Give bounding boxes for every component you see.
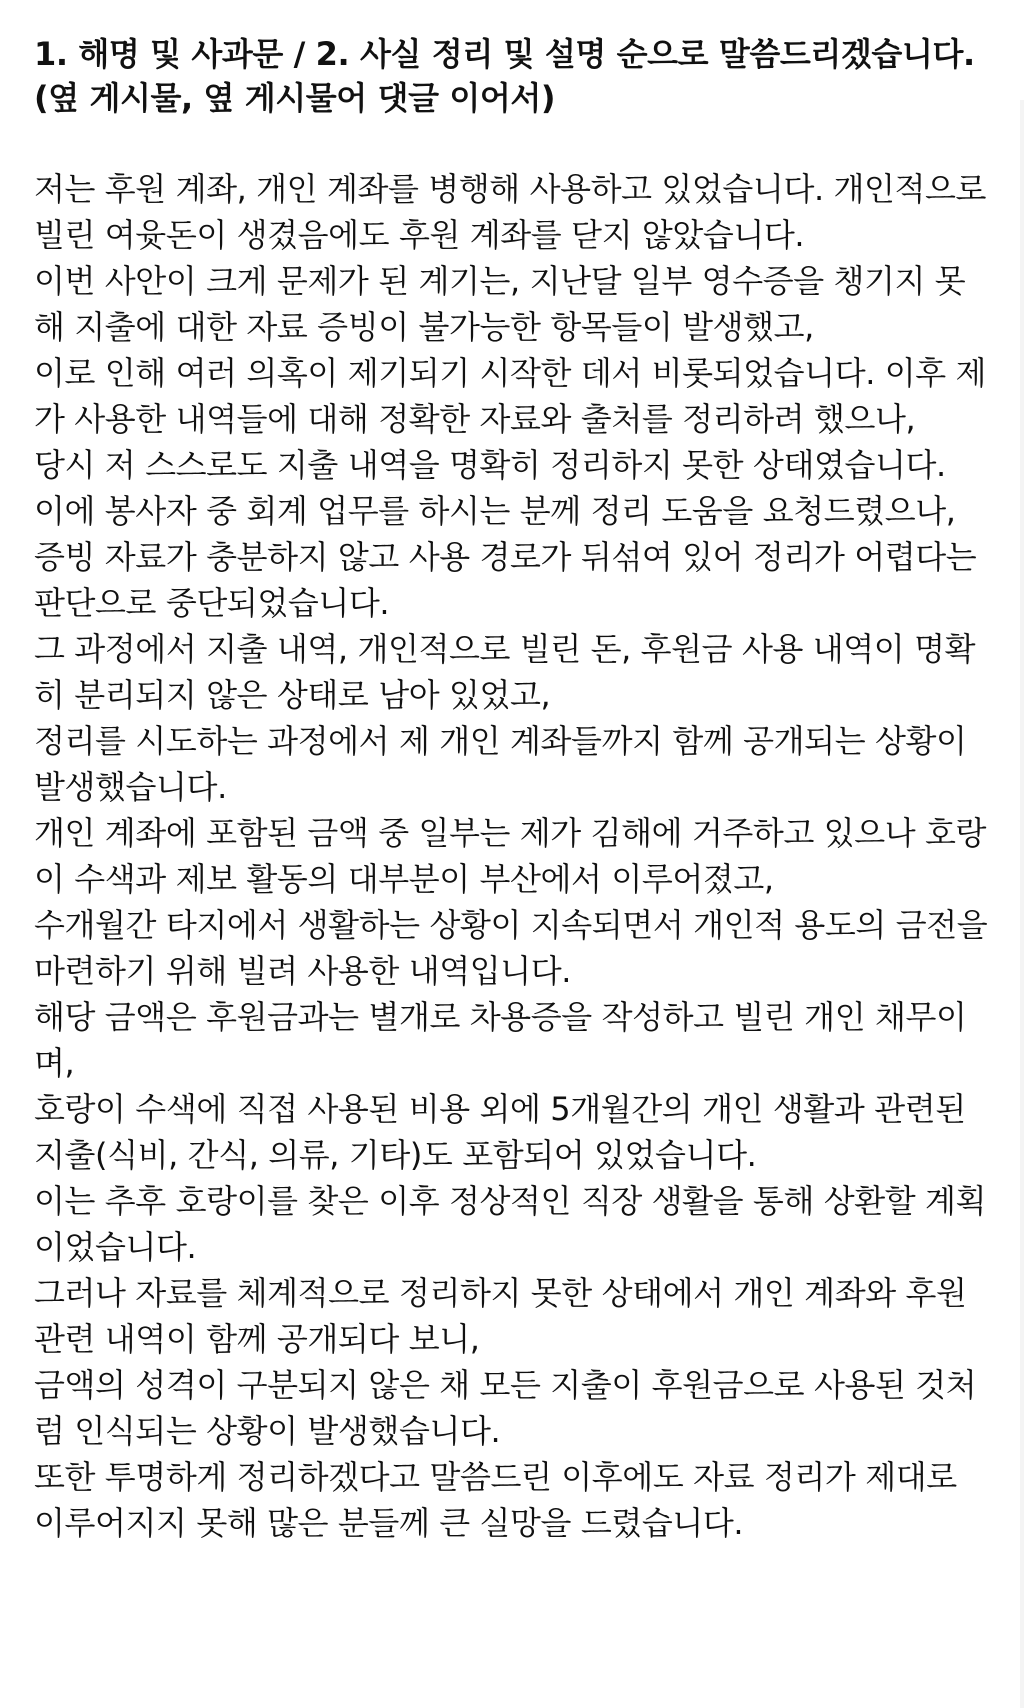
paragraph: 금액의 성격이 구분되지 않은 채 모든 지출이 후원금으로 사용된 것처럼 인식되는 상황이 발생했습니다. bbox=[34, 1366, 977, 1450]
paragraph: 당시 저 스스로도 지출 내역을 명확히 정리하지 못한 상태였습니다. bbox=[34, 446, 946, 484]
post-heading: 1. 해명 및 사과문 / 2. 사실 정리 및 설명 순으로 말씀드리겠습니다. (옆 게시물, 옆 게시물어 댓글 이어서) bbox=[34, 35, 986, 117]
scroll-track[interactable] bbox=[1020, 100, 1024, 1708]
paragraph: 이번 사안이 크게 문제가 된 계기는, 지난달 일부 영수증을 챙기지 못해 지출에 대한 자료 증빙이 불가능한 항목들이 발생했고, bbox=[34, 262, 966, 346]
paragraph: 이는 추후 호랑이를 찾은 이후 정상적인 직장 생활을 통해 상환할 계획이었습니다. bbox=[34, 1182, 987, 1266]
paragraph: 그 과정에서 지출 내역, 개인적으로 빌린 돈, 후원금 사용 내역이 명확히 분리되지 않은 상태로 남아 있었고, bbox=[34, 630, 976, 714]
paragraph: 저는 후원 계좌, 개인 계좌를 병행해 사용하고 있었습니다. 개인적으로 빌린 여윳돈이 생겼음에도 후원 계좌를 닫지 않았습니다. bbox=[34, 170, 996, 254]
paragraph: 그러나 자료를 체계적으로 정리하지 못한 상태에서 개인 계좌와 후원 관련 내역이 함께 공개되다 보니, bbox=[34, 1274, 977, 1358]
paragraph: 이로 인해 여러 의혹이 제기되기 시작한 데서 비롯되었습니다. 이후 제가 사용한 내역들에 대해 정확한 자료와 출처를 정리하려 했으나, bbox=[34, 354, 987, 438]
post-body bbox=[34, 32, 998, 1546]
paragraph: 증빙 자료가 충분하지 않고 사용 경로가 뒤섞여 있어 정리가 어렵다는 판단으로 중단되었습니다. bbox=[34, 538, 987, 622]
paragraph: 수개월간 타지에서 생활하는 상황이 지속되면서 개인적 용도의 금전을 마련하기 위해 빌려 사용한 내역입니다. bbox=[34, 906, 998, 990]
paragraph: 이에 봉사자 중 회계 업무를 하시는 분께 정리 도움을 요청드렸으나, bbox=[34, 492, 956, 530]
paragraph: 호랑이 수색에 직접 사용된 비용 외에 5개월간의 개인 생활과 관련된 지출(식비, 간식, 의류, 기타)도 포함되어 있었습니다. bbox=[34, 1090, 976, 1174]
paragraph: 해당 금액은 후원금과는 별개로 차용증을 작성하고 빌린 개인 채무이며, bbox=[34, 998, 967, 1082]
paragraph: 정리를 시도하는 과정에서 제 개인 계좌들까지 함께 공개되는 상황이 발생했습니다. bbox=[34, 722, 977, 806]
paragraph: 또한 투명하게 정리하겠다고 말씀드린 이후에도 자료 정리가 제대로 이루어지지 못해 많은 분들께 큰 실망을 드렸습니다. bbox=[34, 1458, 967, 1542]
paragraph: 개인 계좌에 포함된 금액 중 일부는 제가 김해에 거주하고 있으나 호랑이 수색과 제보 활동의 대부분이 부산에서 이루어졌고, bbox=[34, 814, 987, 898]
